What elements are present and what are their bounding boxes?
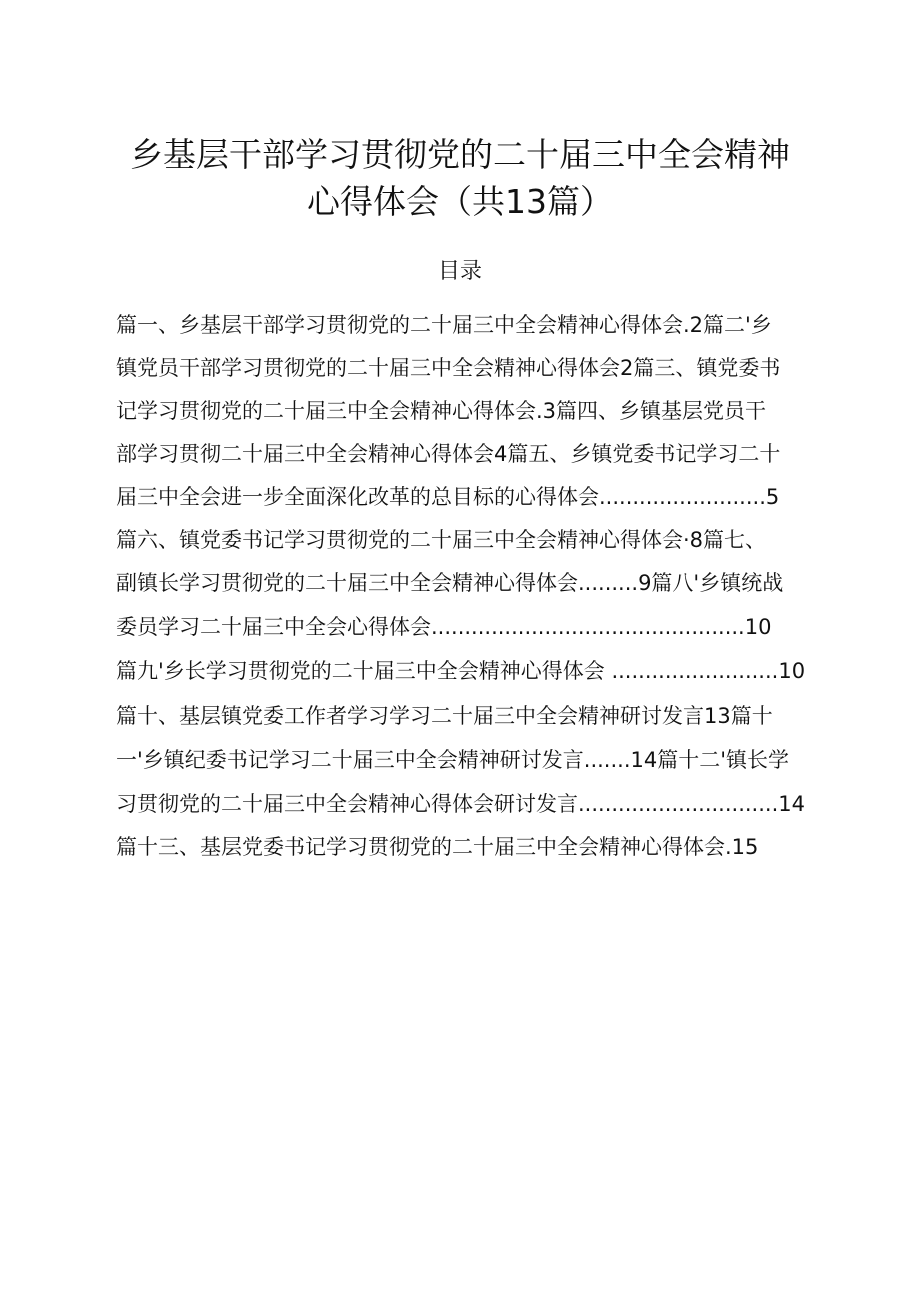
toc-line: 部学习贯彻二十届三中全会精神心得体会4篇五、乡镇党委书记学习二十 (116, 442, 781, 466)
toc-line: 篇十、基层镇党委工作者学习学习二十届三中全会精神研讨发言13篇十 (116, 704, 773, 728)
toc-line: 篇六、镇党委书记学习贯彻党的二十届三中全会精神心得体会·8篇七、 (116, 528, 767, 552)
document-title-line-2: 心得体会（共13篇） (307, 182, 613, 221)
toc-line: 镇党员干部学习贯彻党的二十届三中全会精神心得体会2篇三、镇党委书 (116, 356, 781, 380)
toc-line: 委员学习二十届三中全会心得体会...............................................10 (116, 615, 772, 639)
toc-line: 篇九'乡长学习贯彻党的二十届三中全会精神心得体会 .........................10 (116, 659, 806, 683)
toc-line: 一'乡镇纪委书记学习二十届三中全会精神研讨发言.......14篇十二'镇长学 (116, 748, 789, 772)
toc-line: 篇十三、基层党委书记学习贯彻党的二十届三中全会精神心得体会.15 (116, 835, 759, 859)
toc-line: 副镇长学习贯彻党的二十届三中全会精神心得体会.........9篇八'乡镇统战 (116, 571, 784, 595)
document-title-line-1: 乡基层干部学习贯彻党的二十届三中全会精神 (130, 135, 790, 174)
toc-line: 届三中全会进一步全面深化改革的总目标的心得体会.........................5 (116, 485, 780, 509)
toc-line: 记学习贯彻党的二十届三中全会精神心得体会.3篇四、乡镇基层党员干 (116, 399, 767, 423)
toc-line: 习贯彻党的二十届三中全会精神心得体会研讨发言..............................14 (116, 792, 805, 816)
toc-line: 篇一、乡基层干部学习贯彻党的二十届三中全会精神心得体会.2篇二'乡 (116, 313, 772, 337)
toc-heading: 目录 (437, 259, 482, 284)
